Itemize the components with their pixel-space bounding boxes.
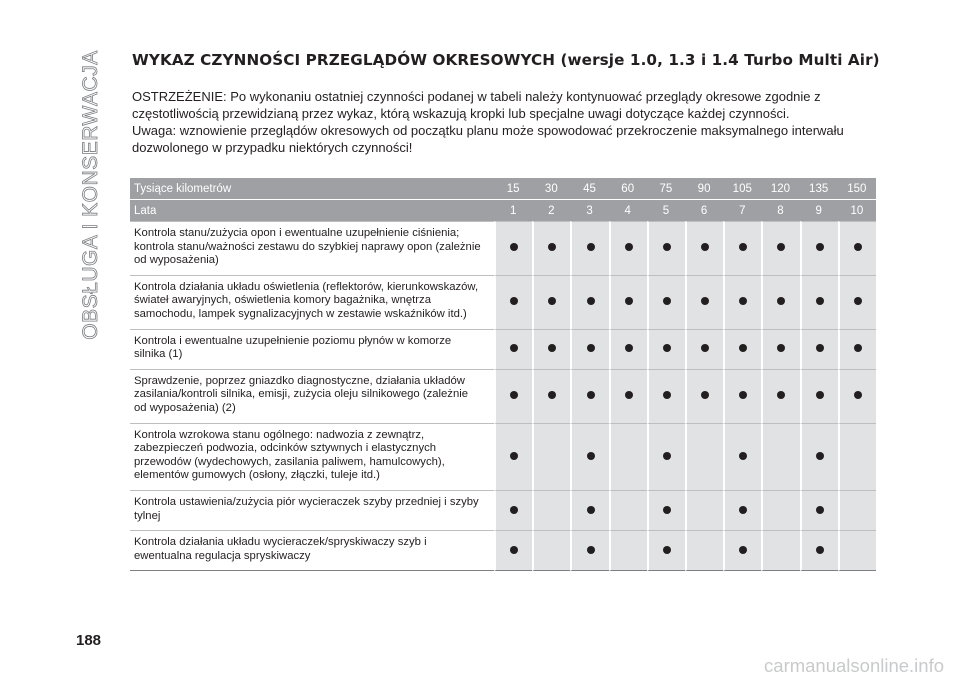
interval-cell (723, 423, 761, 490)
operation-description: Kontrola działania układu wycieraczek/spryskiwaczy szyb i ewentualna regulacja spryskiwaczy (130, 530, 494, 571)
check-dot-icon (816, 506, 824, 514)
check-dot-icon (816, 297, 824, 305)
interval-cell (609, 329, 647, 369)
header-year-value: 1 (494, 200, 532, 221)
check-dot-icon (777, 391, 785, 399)
check-dot-icon (510, 546, 518, 554)
header-km-value: 120 (761, 178, 799, 200)
interval-cell (761, 530, 799, 571)
check-dot-icon (777, 297, 785, 305)
interval-cell (647, 423, 685, 490)
interval-cell (800, 423, 838, 490)
maintenance-schedule-table (130, 178, 876, 571)
check-dot-icon (510, 243, 518, 251)
interval-cell (723, 369, 761, 423)
check-dot-icon (663, 243, 671, 251)
header-year-value: 5 (647, 200, 685, 221)
interval-cell (647, 275, 685, 329)
interval-cell (609, 369, 647, 423)
check-dot-icon (587, 243, 595, 251)
check-dot-icon (816, 546, 824, 554)
header-year-value: 6 (685, 200, 723, 221)
interval-cell (723, 530, 761, 571)
check-dot-icon (816, 452, 824, 460)
check-dot-icon (625, 243, 633, 251)
check-dot-icon (587, 344, 595, 352)
interval-cell (532, 329, 570, 369)
interval-cell (494, 369, 532, 423)
check-dot-icon (510, 391, 518, 399)
interval-cell (838, 369, 876, 423)
interval-cell (800, 221, 838, 275)
header-year-value: 3 (570, 200, 608, 221)
interval-cell (570, 530, 608, 571)
section-side-tab (70, 50, 112, 340)
interval-cell (838, 530, 876, 571)
check-dot-icon (701, 297, 709, 305)
header-km-value: 60 (609, 178, 647, 200)
operation-description: Sprawdzenie, poprzez gniazdko diagnostyczne, działania układów zasilania/kontroli silnika, emisji, zużycia oleju silnikowego (zależnie od wyposażenia) (2) (130, 369, 494, 423)
operation-description: Kontrola i ewentualne uzupełnienie poziomu płynów w komorze silnika (1) (130, 329, 494, 369)
check-dot-icon (739, 243, 747, 251)
interval-cell (609, 530, 647, 571)
check-dot-icon (625, 297, 633, 305)
check-dot-icon (587, 297, 595, 305)
interval-cell (800, 530, 838, 571)
check-dot-icon (663, 344, 671, 352)
check-dot-icon (816, 243, 824, 251)
interval-cell (761, 423, 799, 490)
table-body (130, 221, 876, 571)
interval-cell (609, 221, 647, 275)
check-dot-icon (663, 452, 671, 460)
header-row-kilometers (130, 178, 876, 200)
check-dot-icon (816, 344, 824, 352)
check-dot-icon (510, 506, 518, 514)
note-paragraph: Uwaga: wznowienie przeglądów okresowych od początku planu może spowodować przekroczenie maksymalnego interwału dozwolonego w przypadku niektórych czynności! (132, 123, 844, 155)
interval-cell (838, 275, 876, 329)
interval-cell (685, 423, 723, 490)
interval-cell (609, 423, 647, 490)
header-km-value: 15 (494, 178, 532, 200)
check-dot-icon (739, 506, 747, 514)
interval-cell (723, 490, 761, 530)
header-km-value: 45 (570, 178, 608, 200)
interval-cell (685, 490, 723, 530)
header-km-value: 150 (838, 178, 876, 200)
check-dot-icon (587, 391, 595, 399)
check-dot-icon (510, 452, 518, 460)
interval-cell (761, 329, 799, 369)
interval-cell (532, 275, 570, 329)
header-km-value: 90 (685, 178, 723, 200)
check-dot-icon (663, 297, 671, 305)
table-row (130, 490, 876, 530)
interval-cell (570, 275, 608, 329)
interval-cell (685, 275, 723, 329)
header-km-value: 30 (532, 178, 570, 200)
interval-cell (647, 369, 685, 423)
interval-cell (838, 423, 876, 490)
header-year-value: 8 (761, 200, 799, 221)
check-dot-icon (816, 391, 824, 399)
check-dot-icon (587, 546, 595, 554)
interval-cell (494, 490, 532, 530)
page-number: 188 (76, 632, 102, 649)
check-dot-icon (663, 506, 671, 514)
check-dot-icon (510, 297, 518, 305)
interval-cell (609, 275, 647, 329)
interval-cell (800, 275, 838, 329)
check-dot-icon (701, 391, 709, 399)
header-km-value: 75 (647, 178, 685, 200)
interval-cell (761, 369, 799, 423)
check-dot-icon (587, 452, 595, 460)
interval-cell (647, 490, 685, 530)
interval-cell (532, 490, 570, 530)
interval-cell (609, 490, 647, 530)
header-km-value: 105 (723, 178, 761, 200)
check-dot-icon (548, 344, 556, 352)
intro-text (132, 88, 882, 156)
check-dot-icon (854, 344, 862, 352)
check-dot-icon (854, 297, 862, 305)
check-dot-icon (625, 391, 633, 399)
header-year-value: 7 (723, 200, 761, 221)
warning-paragraph: OSTRZEŻENIE: Po wykonaniu ostatniej czynności podanej w tabeli należy kontynuować przeglądy okresowe zgodnie z częstotliwością przewidzianą przez wykaz, którą wskazują kropki lub specjalne uwagi dotyczące każdej czynności. (132, 89, 821, 121)
interval-cell (494, 329, 532, 369)
check-dot-icon (548, 243, 556, 251)
interval-cell (761, 490, 799, 530)
check-dot-icon (510, 344, 518, 352)
interval-cell (723, 221, 761, 275)
check-dot-icon (854, 243, 862, 251)
interval-cell (532, 369, 570, 423)
interval-cell (800, 490, 838, 530)
interval-cell (532, 530, 570, 571)
interval-cell (647, 530, 685, 571)
interval-cell (532, 423, 570, 490)
interval-cell (685, 221, 723, 275)
table-row (130, 275, 876, 329)
interval-cell (494, 530, 532, 571)
check-dot-icon (663, 546, 671, 554)
check-dot-icon (625, 344, 633, 352)
header-km-label: Tysiące kilometrów (130, 178, 494, 200)
interval-cell (838, 490, 876, 530)
table-row (130, 369, 876, 423)
interval-cell (570, 329, 608, 369)
check-dot-icon (739, 452, 747, 460)
interval-cell (761, 275, 799, 329)
header-year-value: 10 (838, 200, 876, 221)
header-year-value: 9 (800, 200, 838, 221)
interval-cell (685, 329, 723, 369)
interval-cell (647, 329, 685, 369)
check-dot-icon (739, 546, 747, 554)
interval-cell (723, 329, 761, 369)
check-dot-icon (548, 391, 556, 399)
interval-cell (761, 221, 799, 275)
header-year-value: 4 (609, 200, 647, 221)
operation-description: Kontrola ustawienia/zużycia piór wycieraczek szyby przedniej i szyby tylnej (130, 490, 494, 530)
operation-description: Kontrola działania układu oświetlenia (reflektorów, kierunkowskazów, świateł awaryjnych, oświetlenia komory bagażnika, wnętrza samochodu, lampek sygnalizacyjnych w zestawie wskaźników itd.) (130, 275, 494, 329)
check-dot-icon (587, 506, 595, 514)
check-dot-icon (701, 344, 709, 352)
page-title: WYKAZ CZYNNOŚCI PRZEGLĄDÓW OKRESOWYCH (wersje 1.0, 1.3 i 1.4 Turbo Multi Air) (132, 51, 880, 69)
check-dot-icon (739, 344, 747, 352)
table-row (130, 423, 876, 490)
interval-cell (570, 221, 608, 275)
check-dot-icon (777, 243, 785, 251)
check-dot-icon (548, 297, 556, 305)
check-dot-icon (701, 243, 709, 251)
interval-cell (532, 221, 570, 275)
interval-cell (800, 369, 838, 423)
interval-cell (723, 275, 761, 329)
header-years-label: Lata (130, 200, 494, 221)
interval-cell (838, 329, 876, 369)
interval-cell (647, 221, 685, 275)
check-dot-icon (739, 391, 747, 399)
table-row (130, 329, 876, 369)
interval-cell (494, 221, 532, 275)
check-dot-icon (663, 391, 671, 399)
header-row-years (130, 200, 876, 221)
interval-cell (838, 221, 876, 275)
table-row (130, 530, 876, 571)
interval-cell (685, 369, 723, 423)
interval-cell (685, 530, 723, 571)
interval-cell (494, 423, 532, 490)
interval-cell (800, 329, 838, 369)
header-year-value: 2 (532, 200, 570, 221)
operation-description: Kontrola stanu/zużycia opon i ewentualne uzupełnienie ciśnienia; kontrola stanu/ważności zestawu do szybkiej naprawy opon (zależnie od wyposażenia) (130, 221, 494, 275)
table-row (130, 221, 876, 275)
check-dot-icon (854, 391, 862, 399)
interval-cell (570, 369, 608, 423)
operation-description: Kontrola wzrokowa stanu ogólnego: nadwozia z zewnątrz, zabezpieczeń podwozia, odcinków sztywnych i elastycznych przewodów (wydechowych, zasilania paliwem, hamulcowych), elementów gumowych (osłony, złączki, tuleje itd.) (130, 423, 494, 490)
interval-cell (570, 490, 608, 530)
section-side-tab-label: OBSŁUGA I KONSERWACJA (79, 50, 102, 340)
header-km-value: 135 (800, 178, 838, 200)
interval-cell (494, 275, 532, 329)
interval-cell (570, 423, 608, 490)
check-dot-icon (739, 297, 747, 305)
check-dot-icon (777, 344, 785, 352)
watermark: carmanualsonline.info (764, 655, 944, 676)
